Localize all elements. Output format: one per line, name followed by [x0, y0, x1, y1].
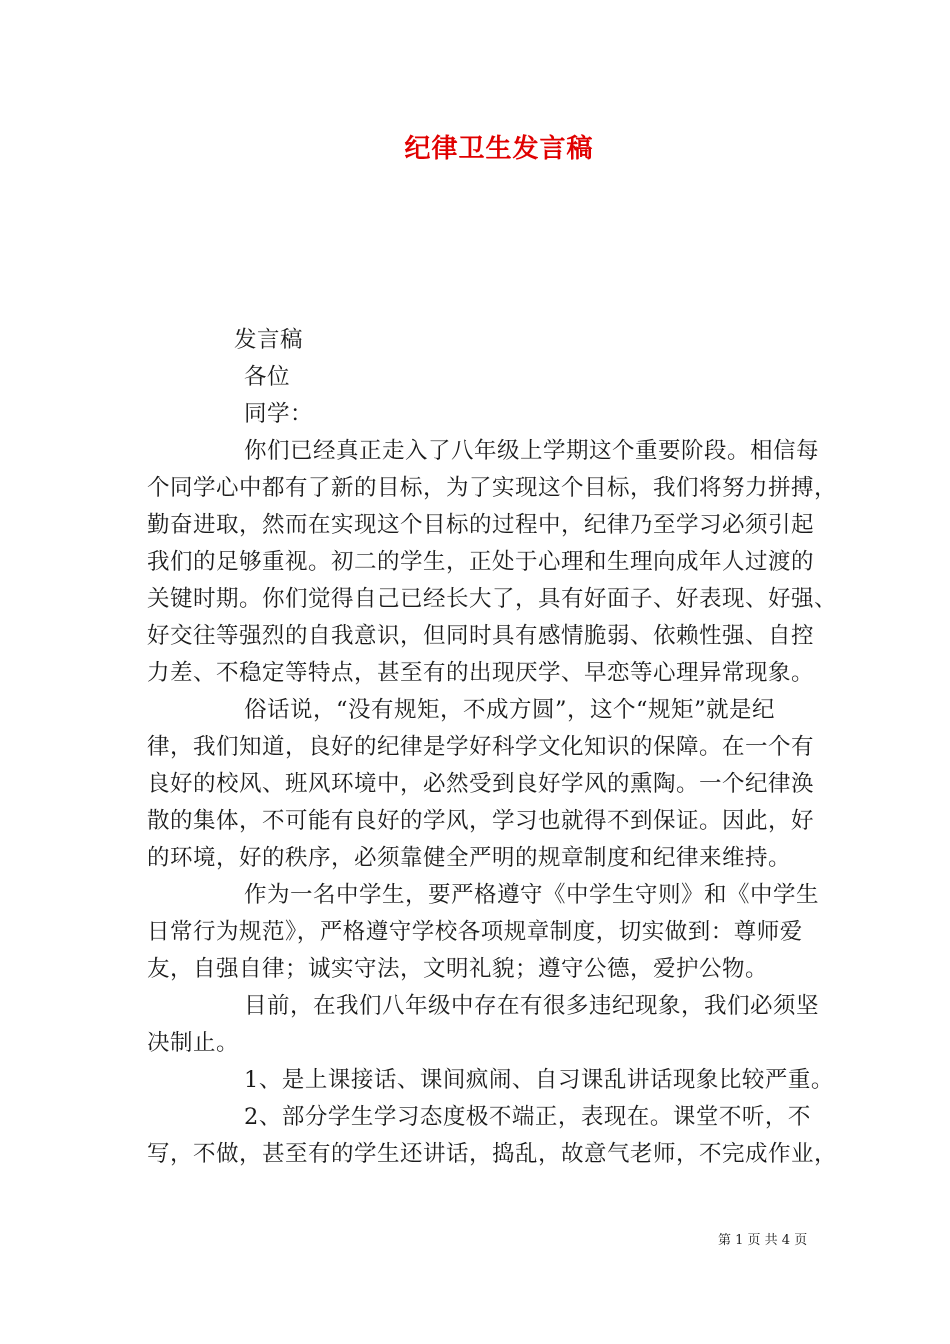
- paragraph-line: 日常行为规范》，严格遵守学校各项规章制度，切实做到：尊师爱: [147, 919, 803, 945]
- paragraph-line: 我们的足够重视。初二的学生，正处于心理和生理向成年人过渡的: [147, 549, 815, 575]
- paragraph-line: 律，我们知道，良好的纪律是学好科学文化知识的保障。在一个有: [147, 734, 815, 760]
- paragraph-line: 个同学心中都有了新的目标，为了实现这个目标，我们将努力拼搏，: [147, 475, 838, 501]
- paragraph-line: 友，自强自律；诚实守法，文明礼貌；遵守公德，爱护公物。: [147, 956, 769, 982]
- paragraph-line: 决制止。: [147, 1030, 240, 1056]
- paragraph-line: 目前，在我们八年级中存在有很多违纪现象，我们必须坚: [244, 993, 820, 1019]
- paragraph-line: 你们已经真正走入了八年级上学期这个重要阶段。相信每: [244, 438, 820, 464]
- salutation-line: 同学：: [244, 401, 314, 427]
- paragraph-line: 关键时期。你们觉得自己已经长大了，具有好面子、好表现、好强、: [147, 586, 838, 612]
- list-item-line: 1、是上课接话、课间疯闹、自习课乱讲话现象比较严重。: [244, 1067, 834, 1093]
- paragraph-line: 的环境，好的秩序，必须靠健全严明的规章制度和纪律来维持。: [147, 845, 792, 871]
- document-title: 纪律卫生发言稿: [404, 134, 594, 164]
- list-item-line: 2、部分学生学习态度极不端正，表现在。课堂不听，不: [244, 1104, 811, 1130]
- paragraph-line: 散的集体，不可能有良好的学风，学习也就得不到保证。因此，好: [147, 808, 815, 834]
- salutation-line: 各位: [244, 364, 291, 390]
- document-body: [147, 322, 838, 1173]
- paragraph-line: 力差、不稳定等特点，甚至有的出现厌学、早恋等心理异常现象。: [147, 660, 815, 686]
- heading-line: 发言稿: [234, 327, 304, 353]
- paragraph-line: 作为一名中学生，要严格遵守《中学生守则》和《中学生: [244, 882, 820, 908]
- page-footer: 第 1 页 共 4 页: [718, 1233, 808, 1248]
- paragraph-line: 好交往等强烈的自我意识，但同时具有感情脆弱、依赖性强、自控: [147, 623, 815, 649]
- list-item-line: 写，不做，甚至有的学生还讲话，捣乱，故意气老师，不完成作业，: [147, 1141, 838, 1167]
- paragraph-line: 良好的校风、班风环境中，必然受到良好学风的熏陶。一个纪律涣: [147, 771, 815, 797]
- paragraph-line: 勤奋进取，然而在实现这个目标的过程中，纪律乃至学习必须引起: [147, 512, 815, 538]
- paragraph-line: 俗话说，“没有规矩，不成方圆”，这个“规矩”就是纪: [244, 697, 776, 723]
